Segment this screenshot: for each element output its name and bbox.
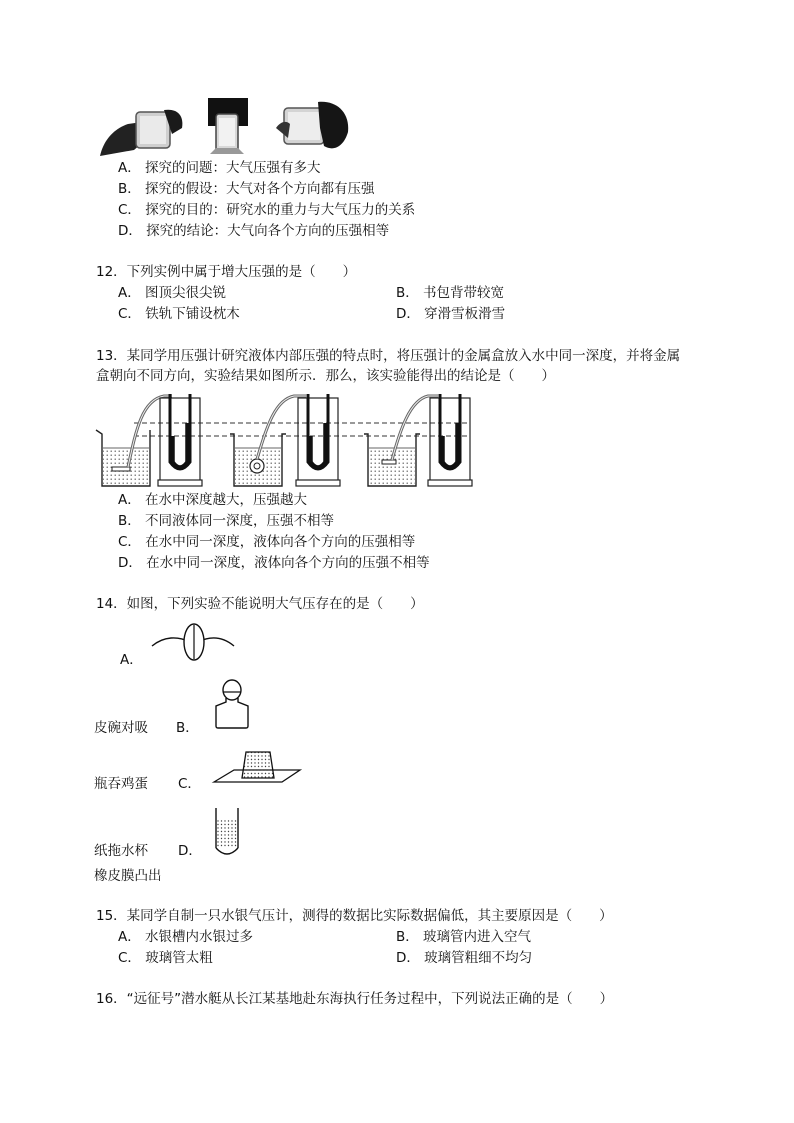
q14-caption-b: 瓶吞鸡蛋 <box>94 776 148 792</box>
q11-photo-strip <box>98 98 350 158</box>
q11-option-a[interactable]: A． 探究的问题：大气压强有多大 <box>118 160 321 176</box>
q15-option-d[interactable]: D． 玻璃管粗细不均匀 <box>396 950 533 966</box>
q11-photo-right <box>276 102 348 149</box>
q14-label-b[interactable]: B． <box>176 720 199 736</box>
q12-option-a[interactable]: A． 图顶尖很尖锐 <box>118 285 227 301</box>
q14-caption-a: 皮碗对吸 <box>94 720 148 736</box>
q13-stem-line2: 盒朝向不同方向，实验结果如图所示．那么，该实验能得出的结论是（ ） <box>96 368 555 384</box>
q14-label-a[interactable]: A． <box>120 652 143 668</box>
q13-stem-line1: 13．某同学用压强计研究液体内部压强的特点时，将压强计的金属盒放入水中同一深度，并将金属 <box>96 348 681 364</box>
q14-figure-bottle-egg <box>212 678 252 730</box>
q16-stem: 16．“远征号”潜水艇从长江某基地赴东海执行任务过程中，下列说法正确的是（ ） <box>96 991 614 1007</box>
q13-option-b[interactable]: B． 不同液体同一深度，压强不相等 <box>118 513 335 529</box>
q11-option-d[interactable]: D． 探究的结论：大气向各个方向的压强相等 <box>118 223 390 239</box>
q11-option-b[interactable]: B． 探究的假设：大气对各个方向都有压强 <box>118 181 375 197</box>
q13-manometer-diagram <box>94 390 474 490</box>
q14-figure-rubber-membrane <box>210 806 244 858</box>
q12-option-d[interactable]: D． 穿滑雪板滑雪 <box>396 306 506 322</box>
q15-stem: 15．某同学自制一只水银气压计，测得的数据比实际数据偏低，其主要原因是（ ） <box>96 908 613 924</box>
q14-label-d[interactable]: D． <box>178 843 202 859</box>
q12-stem: 12．下列实例中属于增大压强的是（ ） <box>96 264 357 280</box>
q13-setup-3 <box>364 394 472 486</box>
q14-label-c[interactable]: C． <box>178 776 201 792</box>
q13-setup-2 <box>230 394 340 486</box>
q13-option-a[interactable]: A． 在水中深度越大，压强越大 <box>118 492 308 508</box>
q13-option-c[interactable]: C． 在水中同一深度，液体向各个方向的压强相等 <box>118 534 416 550</box>
q15-option-c[interactable]: C． 玻璃管太粗 <box>118 950 213 966</box>
q15-option-a[interactable]: A． 水银槽内水银过多 <box>118 929 254 945</box>
q13-setup-1 <box>96 394 202 486</box>
q13-option-d[interactable]: D． 在水中同一深度，液体向各个方向的压强不相等 <box>118 555 430 571</box>
q14-caption-c: 纸拖水杯 <box>94 843 148 859</box>
q14-figure-paper-cup <box>212 748 302 784</box>
q14-stem: 14．如图，下列实验不能说明大气压存在的是（ ） <box>96 596 424 612</box>
q14-figure-suction-cups <box>150 622 236 664</box>
q11-option-c[interactable]: C． 探究的目的：研究水的重力与大气压力的关系 <box>118 202 416 218</box>
q15-option-b[interactable]: B． 玻璃管内进入空气 <box>396 929 532 945</box>
q14-caption-d: 橡皮膜凸出 <box>94 868 162 884</box>
q12-option-b[interactable]: B． 书包背带较宽 <box>396 285 505 301</box>
q12-option-c[interactable]: C． 铁轨下铺设枕木 <box>118 306 240 322</box>
